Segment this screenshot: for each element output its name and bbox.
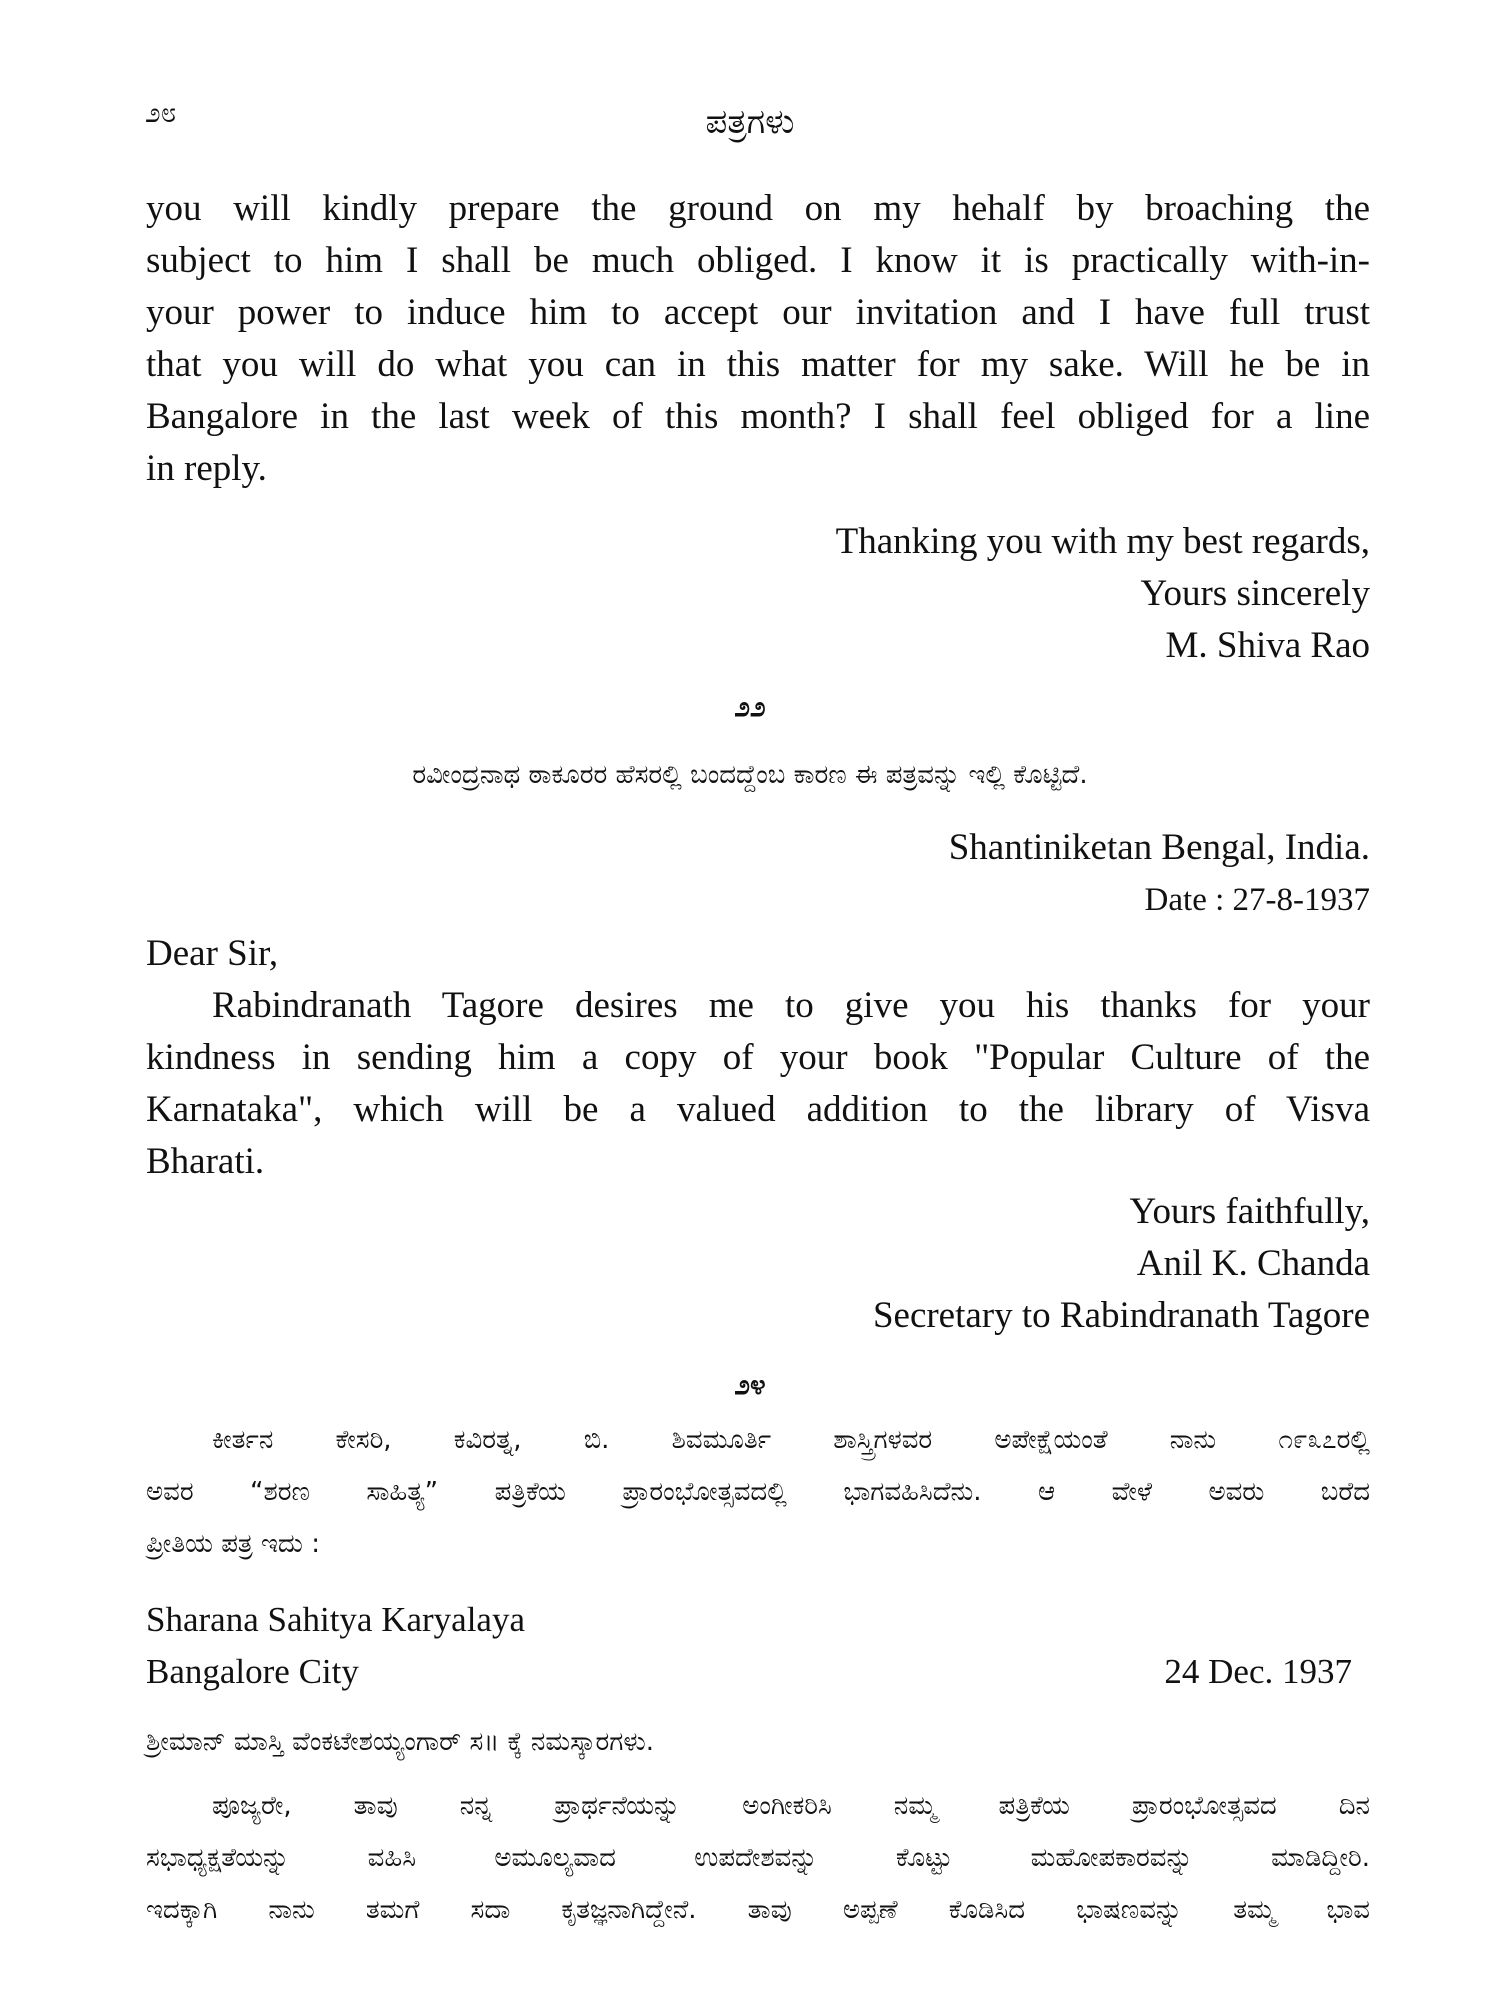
valediction: Yours faithfully, [1129, 1191, 1370, 1232]
paragraph-line: Rabindranath Tagore desires me to give you his thanks for your [212, 985, 1370, 1026]
paragraph-line: ಕೀರ್ತನ ಕೇಸರಿ, ಕವಿರತ್ನ, ಬಿ. ಶಿವಮೂರ್ತಿ ಶಾಸ್ತ್ರಿಗಳವರ ಅಪೇಕ್ಷೆಯಂತೆ ನಾನು ೧೯೩೭ರಲ್ಲಿ [212, 1425, 1370, 1455]
paragraph-line: ಅವರ “ಶರಣ ಸಾಹಿತ್ಯ” ಪತ್ರಿಕೆಯ ಪ್ರಾರಂಭೋತ್ಸವದಲ್ಲಿ ಭಾಗವಹಿಸಿದೆನು. ಆ ವೇಳೆ ಅವರು ಬರೆದ [146, 1477, 1370, 1507]
running-title: ಪತ್ರಗಳು [705, 102, 795, 142]
letter-place: Shantiniketan Bengal, India. [948, 827, 1370, 868]
paragraph-line: Bharati. [146, 1141, 265, 1182]
paragraph-line: Bangalore in the last week of this month? I shall feel obliged for a line [146, 396, 1370, 437]
paragraph-line: that you will do what you can in this matter for my sake. Will he be in [146, 344, 1370, 385]
letter-date: Date : 27-8-1937 [1144, 882, 1370, 918]
editor-note: ರವೀಂದ್ರನಾಥ ಠಾಕೂರರ ಹೆಸರಲ್ಲಿ ಬಂದದ್ದೆಂಬ ಕಾರಣ ಈ ಪತ್ರವನ್ನು ಇಲ್ಲಿ ಕೊಟ್ಟಿದೆ. [412, 760, 1088, 790]
paragraph-line: Karnataka", which will be a valued addition to the library of Visva [146, 1089, 1370, 1130]
signature: Anil K. Chanda [1136, 1243, 1370, 1284]
paragraph-line: kindness in sending him a copy of your book "Popular Culture of the [146, 1037, 1370, 1078]
paragraph-line: ಸಭಾಧ್ಯಕ್ಷತೆಯನ್ನು ವಹಿಸಿ ಅಮೂಲ್ಯವಾದ ಉಪದೇಶವನ್ನು ಕೊಟ್ಟು ಮಹೋಪಕಾರವನ್ನು ಮಾಡಿದ್ದೀರಿ. [146, 1843, 1370, 1873]
paragraph-line: your power to induce him to accept our invitation and I have full trust [146, 292, 1370, 333]
paragraph-line: in reply. [146, 448, 267, 489]
paragraph-line: ಪೂಜ್ಯರೇ, ತಾವು ನನ್ನ ಪ್ರಾರ್ಥನೆಯನ್ನು ಅಂಗೀಕರಿಸಿ ನಮ್ಮ ಪತ್ರಿಕೆಯ ಪ್ರಾರಂಭೋತ್ಸವದ ದಿನ [212, 1791, 1370, 1821]
valediction: Yours sincerely [1140, 573, 1370, 614]
paragraph-line: subject to him I shall be much obliged. I know it is practically with-in- [146, 240, 1370, 281]
section-number: ೨೨ [734, 690, 766, 723]
letter-body [146, 928, 1370, 1188]
sender-address-line: Bangalore City [146, 1652, 359, 1691]
letter-body [146, 1780, 1370, 1936]
page-number: ೨೮ [145, 98, 177, 129]
section-number: ೨೪ [734, 1368, 766, 1401]
signatory-designation: Secretary to Rabindranath Tagore [872, 1295, 1370, 1336]
paragraph-line: ಪ್ರೀತಿಯ ಪತ್ರ ಇದು : [146, 1529, 320, 1559]
salutation: Dear Sir, [146, 933, 279, 974]
closing-line: Thanking you with my best regards, [835, 521, 1370, 562]
editor-intro-paragraph [146, 1414, 1370, 1570]
sender-address-line: Sharana Sahitya Karyalaya [146, 1600, 526, 1639]
signature: M. Shiva Rao [1165, 625, 1370, 666]
letter-continuation-paragraph [146, 183, 1370, 495]
greeting: ಶ್ರೀಮಾನ್ ಮಾಸ್ತಿ ವೆಂಕಟೇಶಯ್ಯಂಗಾರ್ ಸ॥ ಕ್ಕೆ ನಮಸ್ಕಾರಗಳು. [146, 1727, 655, 1757]
letter-date: 24 Dec. 1937 [1164, 1652, 1352, 1691]
paragraph-line: you will kindly prepare the ground on my hehalf by broaching the [146, 188, 1370, 229]
paragraph-line: ಇದಕ್ಕಾಗಿ ನಾನು ತಮಗೆ ಸದಾ ಕೃತಜ್ಞನಾಗಿದ್ದೇನೆ. ತಾವು ಅಪ್ಪಣೆ ಕೊಡಿಸಿದ ಭಾಷಣವನ್ನು ತಮ್ಮ ಭಾವ [146, 1895, 1370, 1925]
